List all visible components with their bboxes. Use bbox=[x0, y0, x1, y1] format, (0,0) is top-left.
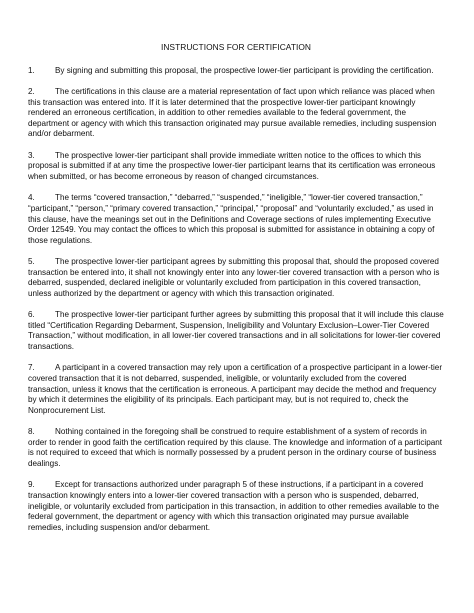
document-title: INSTRUCTIONS FOR CERTIFICATION bbox=[160, 42, 312, 52]
paragraph-text: The certifications in this clause are a material representation of fact upon which reliance was placed when this transaction was entered into. If it is later determined that the prospective lower-tier participant knowingly rendered an erroneous certification, in addition to other remedies available to the federal government, the department or agency with which this transaction originated may pursue available remedies, including suspension and/or debarment. bbox=[28, 86, 437, 139]
paragraph-text: The prospective lower-tier participant agrees by submitting this proposal that, should the proposed covered transaction be entered into, it shall not knowingly enter into any lower-tier covered transaction with a person who is debarred, suspended, declared ineligible or voluntarily excluded from participation in this covered transaction, unless authorized by the department or agency with which this transaction originated. bbox=[28, 257, 440, 298]
paragraph-1 bbox=[28, 66, 444, 77]
paragraph-number: 9. bbox=[28, 480, 35, 490]
paragraph-7 bbox=[28, 363, 444, 416]
paragraph-4 bbox=[28, 193, 444, 246]
paragraph-text: The prospective lower-tier participant shall provide immediate written notice to the offices to which this proposal is submitted if at any time the prospective lower-tier participant learns that its certification was erroneous when submitted, or has become erroneous by reason of changed circumstances. bbox=[28, 150, 436, 181]
paragraph-text: A participant in a covered transaction may rely upon a certification of a prospective participant in a lower-tier covered transaction that it is not debarred, suspended, ineligible, or voluntarily excluded from the covered transaction, unless it knows that the certification is erroneous. A participant may decide the method and frequency by which it determines the eligibility of its principals. Each participant may, but is not required to, check the Nonprocurement List. bbox=[28, 363, 443, 415]
paragraph-9 bbox=[28, 480, 444, 533]
paragraph-text: Nothing contained in the foregoing shall be construed to require establishment of a system of records in order to render in good faith the certification required by this clause. The knowledge and information of a participant is not required to exceed that which is normally possessed by a prudent person in the ordinary course of business dealings. bbox=[28, 427, 443, 468]
paragraph-number: 3. bbox=[28, 150, 35, 160]
paragraph-number: 7. bbox=[28, 363, 35, 373]
paragraph-text: The prospective lower-tier participant further agrees by submitting this proposal that it will include this clause titled “Certification Regarding Debarment, Suspension, Ineligibility and Voluntary Exclusion–Lower-Tier Covered Transaction,” without modification, in all lower-tier covered transactions and in all solicitations for lower-tier covered transactions. bbox=[28, 310, 444, 352]
paragraph-number: 8. bbox=[28, 427, 35, 437]
paragraph-text: Except for transactions authorized under paragraph 5 of these instructions, if a participant in a covered transaction knowingly enters into a lower-tier covered transaction with a person who is suspended, debarred, ineligible, or voluntarily excluded from participation in this transaction, in addition to other remedies available to the federal government, the department or agency with which this transaction originated may pursue available remedies, including suspension and/or debarment. bbox=[28, 480, 439, 532]
paragraph-number: 4. bbox=[28, 193, 35, 203]
paragraph-5 bbox=[28, 257, 444, 299]
paragraph-number: 5. bbox=[28, 257, 35, 267]
paragraph-text: By signing and submitting this proposal, the prospective lower-tier participant is providing the certification. bbox=[55, 65, 434, 75]
paragraph-number: 6. bbox=[28, 310, 35, 320]
paragraph-number: 1. bbox=[28, 65, 35, 75]
paragraph-text: The terms “covered transaction,” “debarred,” “suspended,” “ineligible,” “lower-tier covered transaction,” “participant,” “person,” “primary covered transaction,” “principal,” “proposal” and “voluntarily excluded,” as used in this clause, have the meanings set out in the Definitions and Coverage sections of rules implementing Executive Order 12549. You may contact the offices to which this proposal is submitted for assistance in obtaining a copy of those regulations. bbox=[28, 193, 435, 245]
paragraph-8 bbox=[28, 427, 444, 469]
paragraph-2 bbox=[28, 87, 444, 140]
paragraph-6 bbox=[28, 310, 444, 352]
paragraph-number: 2. bbox=[28, 86, 35, 96]
paragraph-3 bbox=[28, 151, 444, 183]
